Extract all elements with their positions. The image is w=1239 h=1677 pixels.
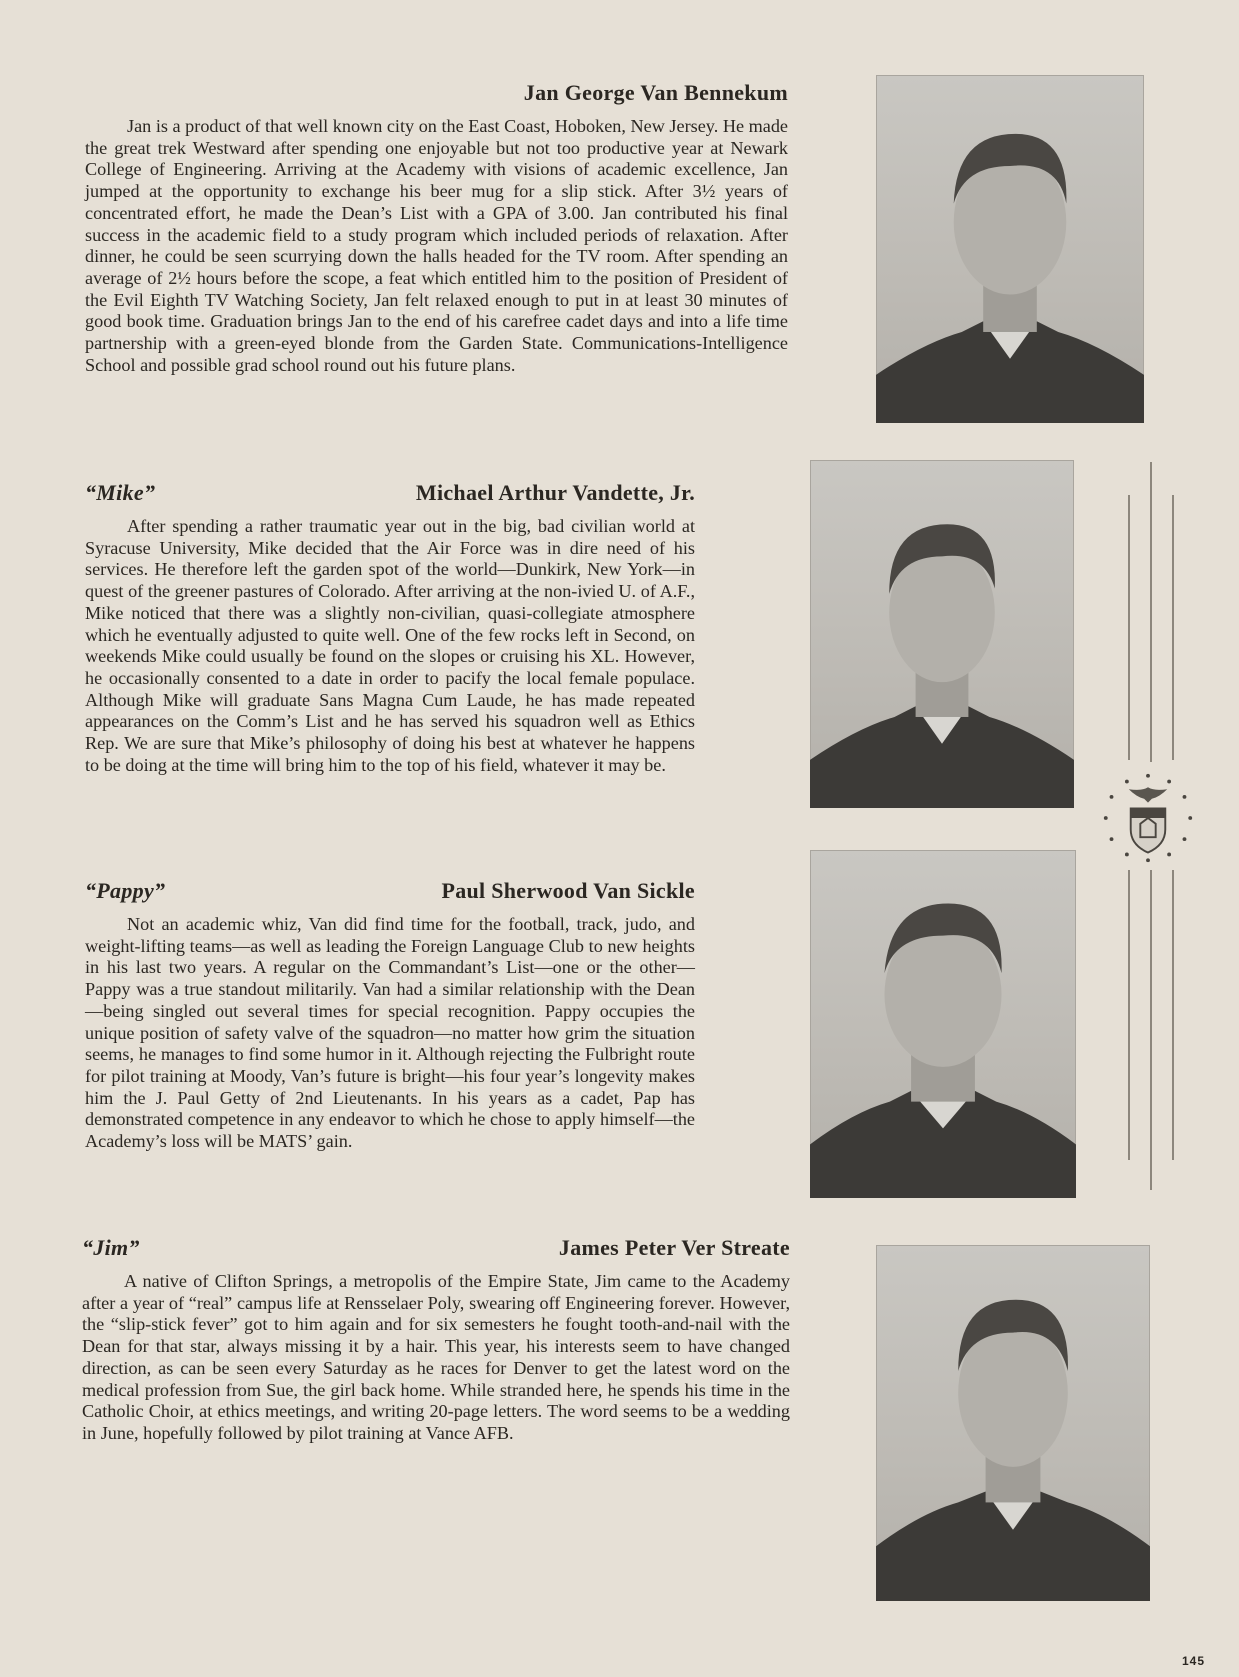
portrait-photo — [810, 850, 1076, 1198]
decorative-rule — [1128, 870, 1130, 1160]
academy-crest-icon — [1100, 770, 1196, 866]
entry-van-sickle — [85, 878, 695, 1153]
decorative-rule — [1150, 462, 1152, 762]
decorative-rule — [1172, 870, 1174, 1160]
cadet-name: Michael Arthur Vandette, Jr. — [415, 480, 695, 505]
entry-heading — [85, 80, 788, 110]
biography: A native of Clifton Springs, a metropolis of the Empire State, Jim came to the Academy after a year of “real” campus life at Rensselaer Poly, swearing off Engineering forever. However, the “slip-stick fever” got to him again and for six semesters he fought tooth-and-nail with the Dean for that star, always missing it by a hair. This year, his interests seem to have changed direction, as can be seen every Saturday as he races for Denver to get the latest word on the medical profession from Sue, the girl back home. While stranded here, he spends his time in the Catholic Choir, at ethics meetings, and writing 20-page letters. The word seems to be a wedding in June, hopefully followed by pilot training at Vance AFB. — [82, 1271, 790, 1443]
decorative-rule — [1128, 495, 1130, 760]
decorative-rule — [1150, 870, 1152, 1190]
nickname: “Pappy” — [85, 878, 166, 903]
portrait-photo — [810, 460, 1074, 808]
portrait-photo — [876, 75, 1144, 423]
biography: After spending a rather traumatic year out in the big, bad civilian world at Syracuse University, Mike decided that the Air Force was in dire need of his services. He therefore left the garden spot of the world—Dunkirk, New York—in quest of the greener pastures of Colorado. After arriving at the non-ivied U. of A.F., Mike noticed that there was a slightly non-civilian, quasi-collegiate atmosphere which he eventually adjusted to quite well. One of the few rocks left in Second, on weekends Mike could usually be found on the slopes or cruising his XL. However, he occasionally consented to a date in order to pacify the local female populace. Although Mike will graduate Sans Magna Cum Laude, he has made repeated appearances on the Comm’s List and he has served his squadron well as Ethics Rep. We are sure that Mike’s philosophy of doing his best at whatever he happens to be doing at the time will bring him to the top of his field, whatever it may be. — [85, 516, 695, 775]
cadet-name: James Peter Ver Streate — [558, 1235, 790, 1260]
entry-van-bennekum — [85, 80, 788, 376]
entry-heading — [82, 1235, 790, 1265]
page-number: 145 — [1182, 1654, 1206, 1668]
entry-vandette — [85, 480, 695, 776]
portrait-photo — [876, 1245, 1150, 1601]
cadet-name: Paul Sherwood Van Sickle — [441, 878, 695, 903]
entry-heading — [85, 480, 695, 510]
entry-heading — [85, 878, 695, 908]
biography: Jan is a product of that well known city on the East Coast, Hoboken, New Jersey. He made the great trek Westward after spending one enjoyable but not too productive year at Newark College of Engineering. Arriving at the Academy with visions of academic excellence, Jan jumped at the opportunity to exchange his beer mug for a slip stick. After 3½ years of concentrated effort, he made the Dean’s List with a GPA of 3.00. Jan contributed his final success in the academic field to a study program which included periods of relaxation. After dinner, he could be seen scurrying down the halls headed for the TV room. After spending an average of 2½ hours before the scope, a feat which entitled him to the position of President of the Evil Eighth TV Watching Society, Jan felt relaxed enough to put in at least 30 minutes of good book time. Graduation brings Jan to the end of his carefree cadet days and into a life time partnership with a green-eyed blonde from the Garden State. Communications-Intelligence School and possible grad school round out his future plans. — [85, 116, 788, 375]
entry-ver-streate — [82, 1235, 790, 1445]
nickname: “Mike” — [85, 480, 156, 505]
decorative-rule — [1172, 495, 1174, 760]
biography: Not an academic whiz, Van did find time for the football, track, judo, and weight-lifting teams—as well as leading the Foreign Language Club to new heights in his last two years. A regular on the Commandant’s List—one or the other—Pappy was a true standout militarily. Van had a similar relationship with the Dean—being singled out several times for special recognition. Pappy occupies the unique position of safety valve of the squadron—no matter how grim the situation seems, he manages to find some humor in it. Although rejecting the Fulbright route for pilot training at Moody, Van’s future is bright—his four year’s longevity makes him the J. Paul Getty of 2nd Lieutenants. In his years as a cadet, Pap has demonstrated competence in any endeavor to which he chose to apply himself—the Academy’s loss will be MATS’ gain. — [85, 914, 695, 1152]
cadet-name: Jan George Van Bennekum — [523, 80, 788, 105]
nickname: “Jim” — [82, 1235, 140, 1260]
